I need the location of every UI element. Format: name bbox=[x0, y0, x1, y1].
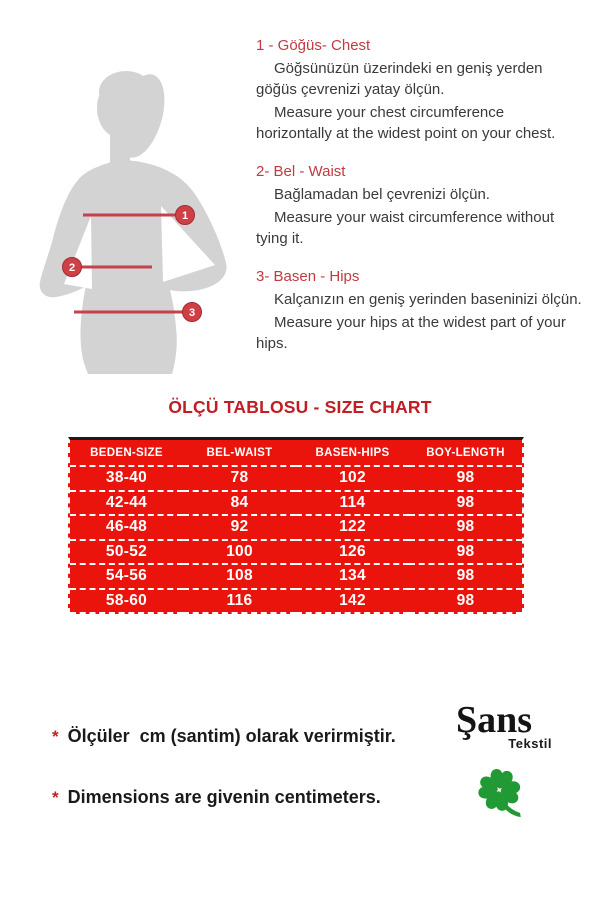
section-chest bbox=[256, 35, 582, 144]
table-cell: 102 bbox=[296, 466, 409, 491]
table-cell: 116 bbox=[183, 589, 296, 614]
waist-marker-number: 2 bbox=[68, 262, 76, 274]
table-cell: 54-56 bbox=[70, 564, 183, 589]
section-waist bbox=[256, 161, 582, 249]
header-boy-length: BOY-LENGTH bbox=[409, 440, 522, 466]
table-row bbox=[70, 540, 522, 565]
table-row bbox=[70, 589, 522, 614]
header-basen-hips: BASEN-HIPS bbox=[296, 440, 409, 466]
note-text: Ölçüler cm (santim) olarak verirmiştir. bbox=[67, 726, 396, 746]
section-title-waist: 2- Bel - Waist bbox=[256, 163, 346, 180]
table-cell: 98 bbox=[409, 540, 522, 565]
measurement-instructions bbox=[256, 35, 582, 371]
chest-text-english: Measure your chest circumference horizontally at the widest point on your chest. bbox=[256, 104, 556, 142]
hips-marker-number: 3 bbox=[188, 307, 196, 319]
size-table bbox=[70, 440, 522, 614]
chest-text-turkish: Göğsünüzün üzerindeki en geniş yerden göğüs çevrenizi yatay ölçün. bbox=[256, 60, 543, 98]
chest-marker-number: 1 bbox=[181, 210, 189, 222]
brand-logo bbox=[448, 700, 568, 835]
note-text: Dimensions are givenin centimeters. bbox=[67, 787, 381, 807]
section-title-chest: 1 - Göğüs- Chest bbox=[256, 37, 371, 54]
table-cell: 122 bbox=[296, 515, 409, 540]
table-cell: 46-48 bbox=[70, 515, 183, 540]
table-cell: 38-40 bbox=[70, 466, 183, 491]
table-cell: 108 bbox=[183, 564, 296, 589]
table-row bbox=[70, 564, 522, 589]
hips-text-turkish: Kalçanızın en geniş yerinden baseninizi ölçün. bbox=[274, 291, 582, 308]
table-header-row bbox=[70, 440, 522, 466]
table-row bbox=[70, 515, 522, 540]
size-chart-title: ÖLÇÜ TABLOSU - SIZE CHART bbox=[168, 397, 432, 417]
table-row bbox=[70, 491, 522, 516]
table-cell: 142 bbox=[296, 589, 409, 614]
table-cell: 42-44 bbox=[70, 491, 183, 516]
table-row bbox=[70, 466, 522, 491]
table-cell: 98 bbox=[409, 466, 522, 491]
table-cell: 126 bbox=[296, 540, 409, 565]
body-measurement-diagram bbox=[28, 58, 252, 380]
hips-text-english: Measure your hips at the widest part of your hips. bbox=[256, 314, 566, 352]
table-cell: 98 bbox=[409, 515, 522, 540]
size-table-container bbox=[68, 437, 524, 614]
female-silhouette-icon bbox=[28, 58, 252, 380]
clover-icon bbox=[468, 753, 536, 835]
section-hips bbox=[256, 266, 582, 354]
table-cell: 100 bbox=[183, 540, 296, 565]
section-title-hips: 3- Basen - Hips bbox=[256, 268, 360, 285]
table-cell: 58-60 bbox=[70, 589, 183, 614]
header-beden-size: BEDEN-SIZE bbox=[70, 440, 183, 466]
brand-subtitle: Tekstil bbox=[508, 736, 552, 751]
table-cell: 84 bbox=[183, 491, 296, 516]
table-cell: 78 bbox=[183, 466, 296, 491]
brand-name: Şans bbox=[456, 699, 533, 741]
note-units-english bbox=[52, 787, 381, 808]
asterisk-icon: * bbox=[52, 788, 59, 807]
table-cell: 98 bbox=[409, 491, 522, 516]
table-cell: 50-52 bbox=[70, 540, 183, 565]
table-cell: 92 bbox=[183, 515, 296, 540]
table-cell: 114 bbox=[296, 491, 409, 516]
table-cell: 134 bbox=[296, 564, 409, 589]
header-bel-waist: BEL-WAIST bbox=[183, 440, 296, 466]
note-units-turkish bbox=[52, 726, 396, 747]
table-cell: 98 bbox=[409, 589, 522, 614]
asterisk-icon: * bbox=[52, 727, 59, 746]
table-cell: 98 bbox=[409, 564, 522, 589]
waist-text-english: Measure your waist circumference without tying it. bbox=[256, 209, 555, 247]
waist-text-turkish: Bağlamadan bel çevrenizi ölçün. bbox=[274, 186, 490, 203]
